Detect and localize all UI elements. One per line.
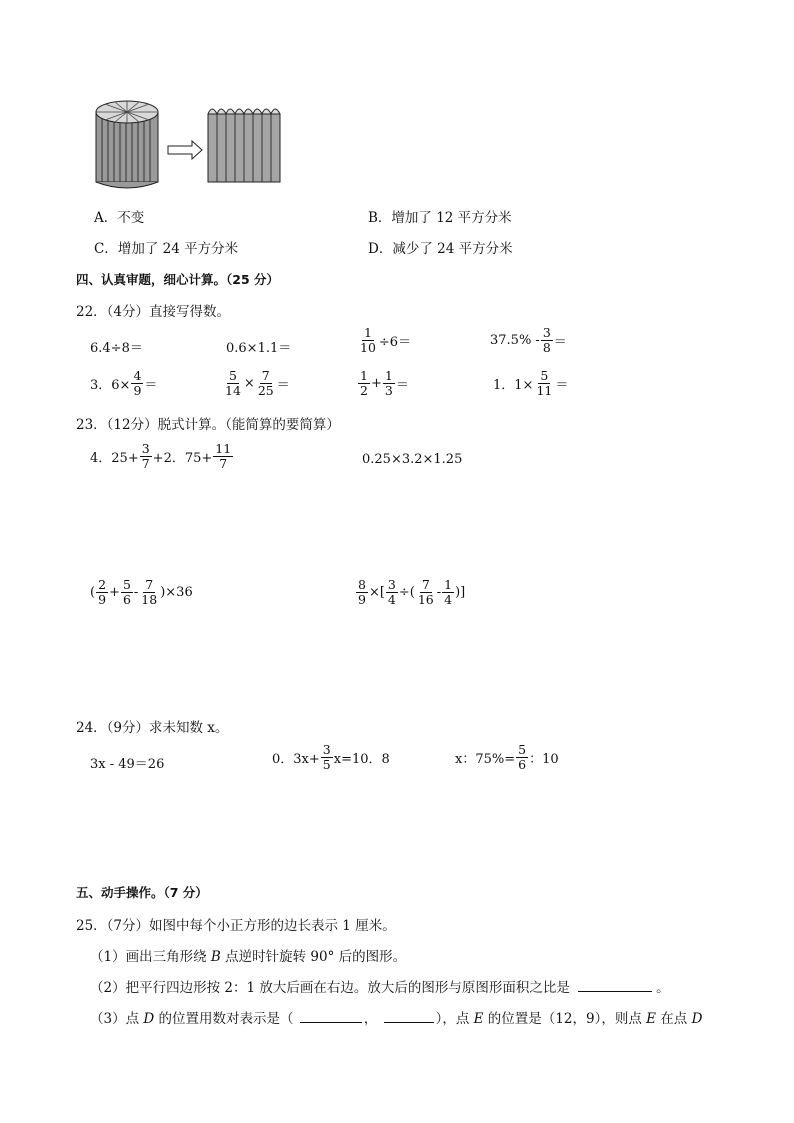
answer-blank-x[interactable] (300, 1012, 362, 1023)
q25-stem: 25．（7分）如图中每个小正方形的边长表示 1 厘米。 (76, 918, 396, 934)
q24-b: 0．3x+ $\frac{3}{5}$ x=10．8 (272, 742, 390, 772)
q22-stem: 22．（4分）直接写得数。 (76, 304, 231, 320)
option-c: C．增加了 24 平方分米 (94, 241, 239, 257)
q25-part2: （2）把平行四边形按 2：1 放大后画在右边。放大后的图形与原图形面积之比是 。 (90, 980, 670, 996)
cylinder-transform-figure (88, 98, 308, 190)
q23-stem: 23．（12分）脱式计算。（能简算的要简算） (76, 417, 340, 433)
answer-blank[interactable] (578, 981, 652, 992)
q22-r1d: 37.5% - $\frac{3}{8}$ ＝ (490, 325, 567, 355)
q23-e1: 4．25+ $\frac{3}{7}$ +2．75+ $\frac{11}{7}$ (90, 441, 232, 471)
q24-stem: 24．（9分）求未知数 x。 (76, 720, 229, 736)
q23-e4: $\frac{8}{9}$ ×[ $\frac{3}{4}$ ÷( $\frac{7}{16}$ - $\frac{1}{4}$ )] (358, 577, 466, 607)
option-d: D．减少了 24 平方分米 (368, 241, 513, 257)
q22-r2b: $\frac{5}{14}$ × $\frac{7}{25}$ ＝ (225, 368, 290, 398)
q22-r2a: 3．6× $\frac{4}{9}$ ＝ (90, 368, 158, 398)
q23-e2: 0.25×3.2×1.25 (362, 452, 463, 467)
q22-r1b: 0.6×1.1＝ (226, 341, 292, 356)
q25-part1: （1）画出三角形绕 B 点逆时针旋转 90° 后的图形。 (90, 949, 407, 965)
option-a: A．不变 (94, 210, 145, 226)
q22-r1a: 6.4÷8＝ (90, 341, 143, 356)
q24-a: 3x - 49＝26 (90, 757, 165, 772)
section5-title: 五、动手操作。（7 分） (76, 885, 208, 900)
q22-r2d: 1．1× $\frac{5}{11}$ ＝ (493, 368, 569, 398)
cylinder-icon (96, 101, 158, 188)
q23-e3: ( $\frac{2}{9}$ + $\frac{5}{6}$ - $\frac{7}{18}$ )×36 (90, 577, 193, 607)
cylinder-slices-icon (208, 109, 280, 182)
answer-blank-y[interactable] (384, 1012, 434, 1023)
right-arrow-icon (168, 141, 202, 159)
q22-r2c: $\frac{1}{2}$ + $\frac{1}{3}$ ＝ (360, 368, 409, 398)
section4-title: 四、认真审题，细心计算。（25 分） (76, 272, 279, 287)
option-b: B．增加了 12 平方分米 (368, 210, 512, 226)
q24-c: x：75%= $\frac{5}{6}$ ：10 (455, 742, 559, 772)
q22-r1c: $\frac{1}{10}$ ÷6＝ (360, 325, 412, 355)
q25-part3: （3）点 D 的位置用数对表示是（ ， ），点 E 的位置是（12，9），则点 E 在点 D (90, 1011, 703, 1027)
